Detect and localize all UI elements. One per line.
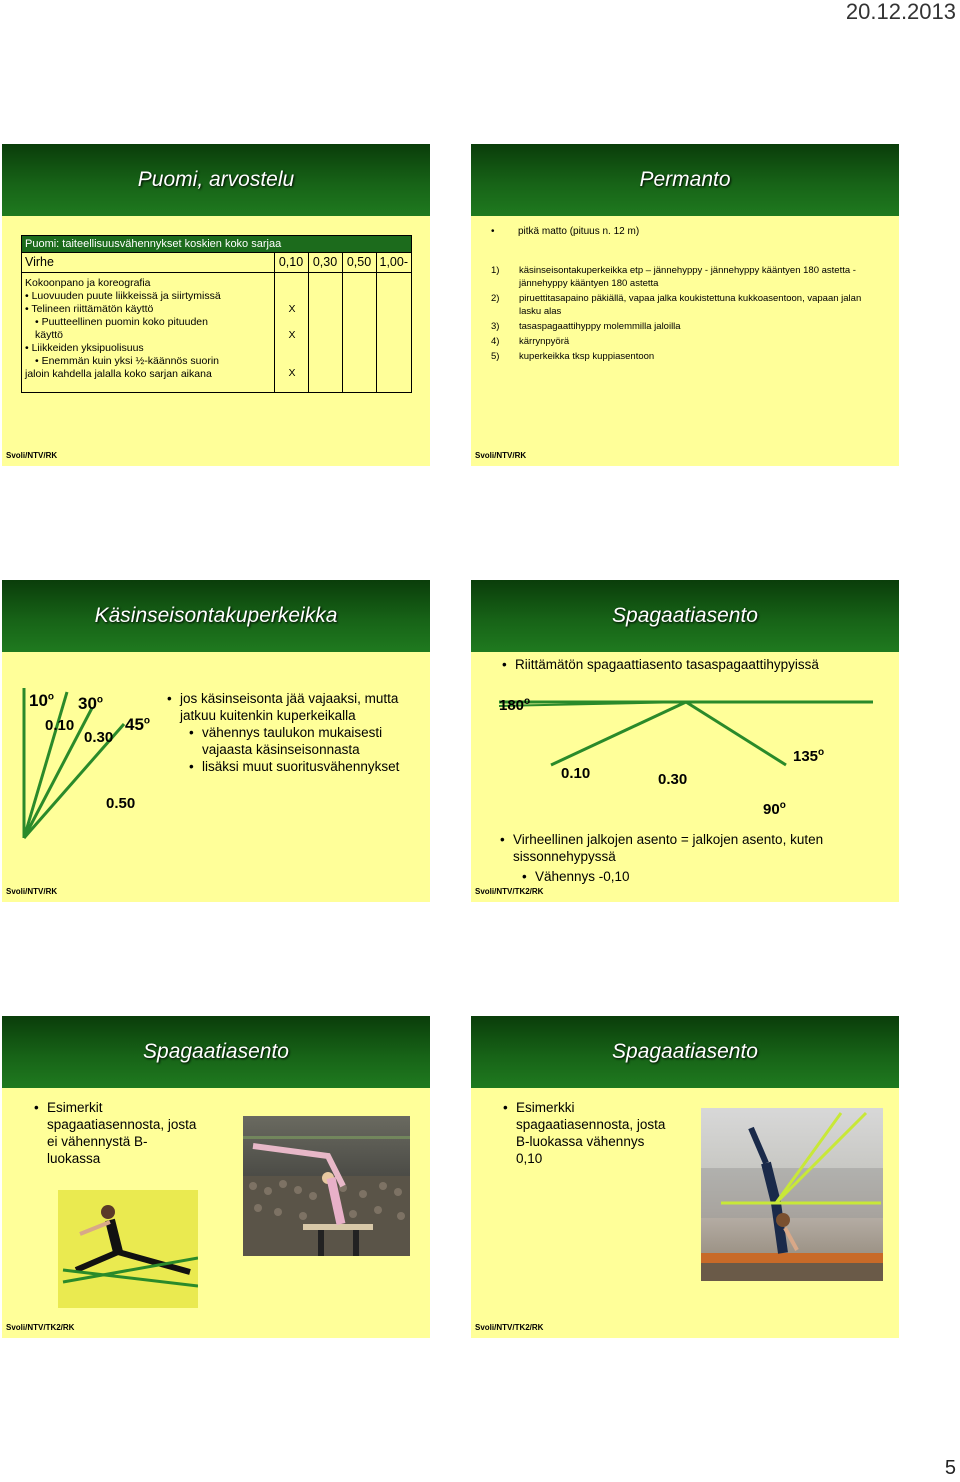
gym-beam-photo <box>701 1108 883 1281</box>
angle-label-10 <box>29 691 54 711</box>
mark-x: X <box>288 329 296 341</box>
item-text: kärrynpyörä <box>519 336 570 347</box>
mat-text: pitkä matto (pituus n. 12 m) <box>518 226 640 237</box>
handstand-bullets <box>180 690 420 775</box>
angle-value: 90$^o$ <box>763 800 786 818</box>
criteria-subitem: • Puutteellinen puomin koko pituuden <box>35 316 208 328</box>
split-bullet <box>515 656 895 673</box>
degree-mark: o <box>143 715 151 727</box>
wrong-position-bullets <box>513 831 883 885</box>
item-text: käsinseisontakuperkeikka etp – jännehyppy - jännehyppy kääntyen 180 astetta - jännehyppy kääntyen 180 astetta <box>519 265 856 289</box>
marks-010-cell <box>274 273 308 393</box>
slide-header <box>471 144 899 216</box>
item-text: piruettitasapaino päkiällä, vapaa jalka koukistettuna kukkoasentoon, vapaan jalan lasku alas <box>519 293 862 317</box>
criteria-item: • Liikkeiden yksipuolisuus <box>25 342 144 354</box>
deduction-label-010: 0.10 <box>45 717 75 734</box>
main-bullet: • jos käsinseisonta jää vajaaksi, mutta jatkuu kuitenkin kuperkeikalla <box>180 690 420 724</box>
degree-mark: o <box>779 800 786 811</box>
slide-header <box>471 1016 899 1088</box>
item-number: 4) <box>491 336 500 347</box>
beam-arena-drawing <box>243 1116 410 1256</box>
criteria-heading: Kokoonpano ja koreografia <box>25 277 151 289</box>
column-header-010: 0,10 <box>274 253 308 273</box>
slide-footer: Svoli/NTV/RK <box>475 451 527 460</box>
deduction-label-030: 0.30 <box>658 771 688 788</box>
slide-title: Permanto <box>639 168 731 191</box>
sub-bullet: • lisäksi muut suoritusvähennykset <box>202 758 420 775</box>
slide-spagaatiasento-examples <box>2 1016 430 1338</box>
column-header-100: 1,00- <box>376 253 412 273</box>
yellow-leap-drawing <box>58 1190 198 1308</box>
list-item <box>491 320 871 333</box>
slide-puomi-arvostelu <box>2 144 430 466</box>
item-number: 1) <box>491 265 500 276</box>
sub-bullet: • vähennys taulukon mukaisesti vajaasta käsinseisonnasta <box>202 724 420 758</box>
slide-spagaatiasento-example-b <box>471 1016 899 1338</box>
sub-bullet: • Vähennys -0,10 <box>535 868 883 885</box>
slide-footer: Svoli/NTV/TK2/RK <box>6 1323 75 1332</box>
angle-label-30 <box>78 694 103 714</box>
marks-030-cell <box>308 273 342 393</box>
yellow-leap-photo <box>58 1190 198 1308</box>
angle-value: 10$^o$ <box>29 691 55 710</box>
angle-value: 180$^o$ <box>499 696 531 714</box>
list-item <box>491 350 871 363</box>
item-text: kuperkeikka tksp kuppiasentoon <box>519 351 655 362</box>
mark-x: X <box>288 367 296 379</box>
degree-mark: o <box>524 696 531 707</box>
page-date: 20.12.2013 <box>845 0 956 24</box>
page-number: 5 <box>944 1457 956 1479</box>
bullet-text: • Riittämätön spagaattiasento tasaspagaattihypyissä <box>515 656 895 673</box>
angle-label-45 <box>125 715 150 735</box>
bullet-text: • Esimerkit spagaatiasennosta, josta ei vähennystä B-luokassa <box>47 1099 197 1167</box>
criteria-subitem: käyttö <box>35 329 64 341</box>
beam-arena-photo <box>243 1116 410 1256</box>
deduction-label-030: 0.30 <box>84 729 114 746</box>
deductions-table <box>21 235 412 393</box>
list-item <box>491 264 871 290</box>
table-title: Puomi: taiteellisuusvähennykset koskien koko sarjaa <box>22 236 412 253</box>
mat-bullet: • pitkä matto (pituus n. 12 m) <box>491 226 640 237</box>
degree-mark: o <box>96 694 104 706</box>
list-item <box>491 292 871 318</box>
examples-bullet <box>47 1099 197 1167</box>
gym-beam-drawing <box>701 1108 883 1281</box>
column-header-virhe: Virhe <box>22 253 275 273</box>
item-number: 3) <box>491 321 500 332</box>
angle-label-135 <box>793 747 824 765</box>
slide-header <box>2 580 430 652</box>
criteria-subitem: • Enemmän kuin yksi ½-käännös suorin <box>35 355 220 367</box>
mark-x: X <box>288 303 296 315</box>
bullet-text: • Virheellinen jalkojen asento = jalkojen asento, kuten sissonnehypyssä <box>513 831 883 865</box>
angle-value: 135$^o$ <box>793 747 825 765</box>
angle-label-90 <box>763 800 786 818</box>
bullet-text: • Esimerkki spagaatiasennosta, josta B-luokassa vähennys 0,10 <box>516 1099 666 1167</box>
criteria-subitem: jaloin kahdella jalalla koko sarjan aikana <box>25 368 212 380</box>
slide-permanto <box>471 144 899 466</box>
criteria-cell <box>22 273 275 393</box>
slide-footer: Svoli/NTV/RK <box>6 887 58 896</box>
slide-footer: Svoli/NTV/TK2/RK <box>475 887 544 896</box>
list-item <box>491 335 871 348</box>
slide-title: Käsinseisontakuperkeikka <box>94 604 338 627</box>
slide-footer: Svoli/NTV/RK <box>6 451 58 460</box>
split-angle-diagram <box>471 690 899 810</box>
angle-value: 30$^o$ <box>78 694 104 713</box>
column-header-050: 0,50 <box>342 253 376 273</box>
marks-050-cell <box>342 273 376 393</box>
slide-header <box>2 144 430 216</box>
slide-title: Spagaatiasento <box>612 604 758 627</box>
angle-value: 45$^o$ <box>125 715 151 734</box>
deduction-label-050: 0.50 <box>106 795 136 812</box>
slide-header <box>2 1016 430 1088</box>
criteria-item: • Luovuuden puute liikkeissä ja siirtymissä <box>25 290 221 302</box>
item-text: tasaspagaattihyppy molemmilla jaloilla <box>519 321 681 332</box>
item-number: 2) <box>491 293 500 304</box>
slide-title: Spagaatiasento <box>612 1040 758 1063</box>
column-header-030: 0,30 <box>308 253 342 273</box>
marks-100-cell <box>376 273 412 393</box>
slide-title: Puomi, arvostelu <box>137 168 295 191</box>
example-bullet <box>516 1099 666 1167</box>
slide-spagaatiasento-angles <box>471 580 899 902</box>
slide-title: Spagaatiasento <box>143 1040 289 1063</box>
slide-kasinseisontakuperkeikka <box>2 580 430 902</box>
degree-mark: o <box>818 747 825 758</box>
degree-mark: o <box>47 691 55 703</box>
angle-label-180 <box>499 696 530 714</box>
slide-header <box>471 580 899 652</box>
criteria-item: • Telineen riittämätön käyttö <box>25 303 154 315</box>
deduction-label-010: 0.10 <box>561 765 591 782</box>
item-number: 5) <box>491 351 500 362</box>
line-right-030 <box>686 702 786 765</box>
slide-footer: Svoli/NTV/TK2/RK <box>475 1323 544 1332</box>
line-left-010 <box>551 702 686 765</box>
